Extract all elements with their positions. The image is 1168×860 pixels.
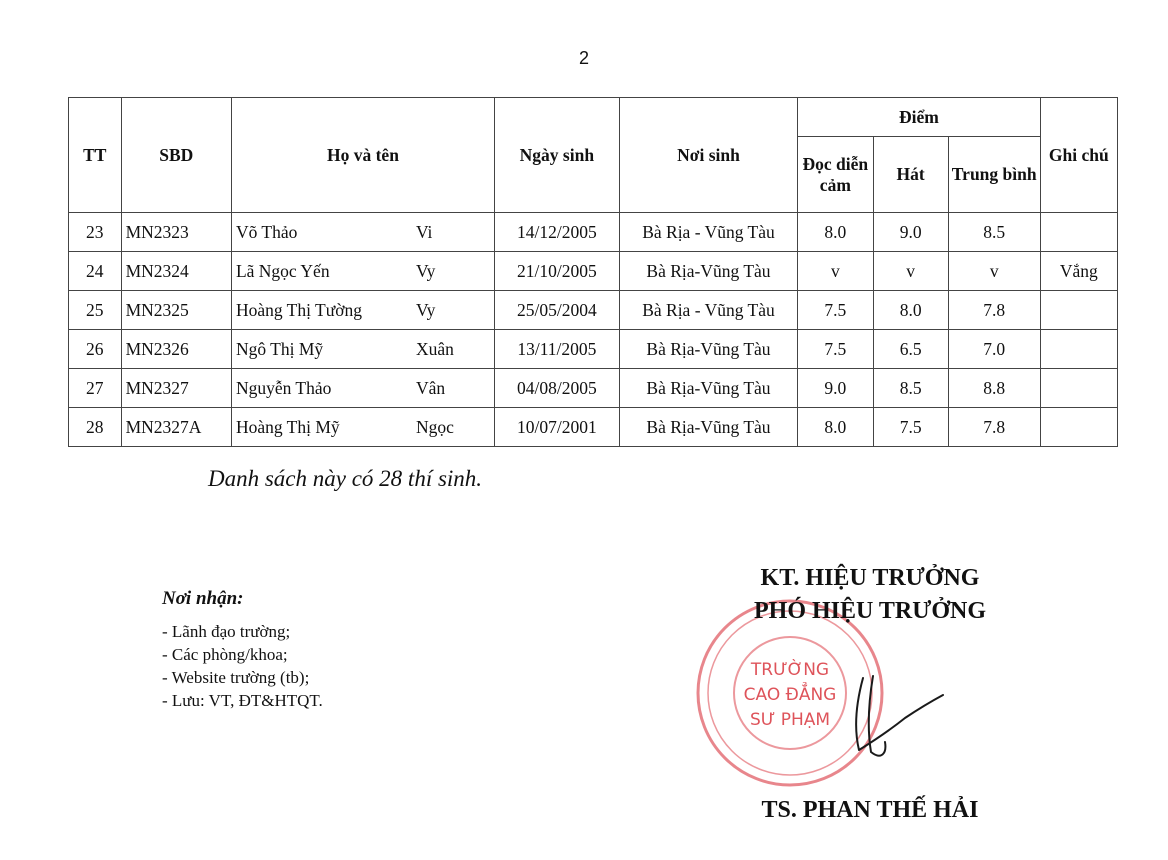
row-note [1040, 330, 1117, 369]
row-score-singing: 8.0 [873, 291, 948, 330]
row-note [1040, 213, 1117, 252]
row-last-name: Hoàng Thị Tường [235, 299, 362, 320]
row-score-reading: 9.0 [798, 369, 873, 408]
row-name [231, 291, 494, 330]
row-sbd: MN2325 [121, 291, 231, 330]
seal-line-2: CAO ĐẲNG [743, 685, 837, 705]
page-number: 2 [578, 48, 589, 68]
row-score-singing: 6.5 [873, 330, 948, 369]
row-name [231, 213, 494, 252]
row-last-name: Hoàng Thị Mỹ [235, 416, 340, 437]
row-tt: 24 [69, 252, 122, 291]
row-note: Vắng [1040, 252, 1117, 291]
row-last-name: Nguyễn Thảo [235, 377, 332, 398]
row-sbd: MN2326 [121, 330, 231, 369]
row-score-average: 7.8 [948, 408, 1040, 447]
row-name [231, 408, 494, 447]
header-score-singing: Hát [873, 137, 948, 213]
row-score-average: 8.5 [948, 213, 1040, 252]
table-row [69, 330, 1118, 369]
row-dob: 10/07/2001 [494, 408, 619, 447]
recipient-item: - Lãnh đạo trường; [162, 622, 291, 641]
row-score-reading: 8.0 [798, 213, 873, 252]
table-row [69, 252, 1118, 291]
row-first-name: Vy [415, 299, 436, 320]
row-score-reading: 7.5 [798, 330, 873, 369]
signature-block [700, 565, 1040, 835]
row-dob: 14/12/2005 [494, 213, 619, 252]
row-first-name: Ngọc [415, 416, 454, 437]
row-last-name: Lã Ngọc Yến [235, 260, 330, 281]
recipient-item: - Các phòng/khoa; [162, 645, 288, 664]
row-score-average: 7.0 [948, 330, 1040, 369]
row-place: Bà Rịa-Vũng Tàu [619, 369, 797, 408]
row-note [1040, 291, 1117, 330]
row-place: Bà Rịa - Vũng Tàu [619, 213, 797, 252]
row-first-name: Vy [415, 260, 436, 281]
table-row [69, 408, 1118, 447]
score-table [68, 97, 1118, 447]
row-name [231, 252, 494, 291]
row-last-name: Võ Thảo [235, 221, 298, 242]
row-score-average: v [948, 252, 1040, 291]
row-name [231, 369, 494, 408]
row-sbd: MN2327A [121, 408, 231, 447]
recipient-item: - Website trường (tb); [162, 668, 310, 687]
row-score-singing: 8.5 [873, 369, 948, 408]
row-last-name: Ngô Thị Mỹ [235, 338, 324, 359]
row-sbd: MN2327 [121, 369, 231, 408]
table-row [69, 291, 1118, 330]
header-score-average: Trung bình [948, 137, 1040, 213]
row-dob: 25/05/2004 [494, 291, 619, 330]
header-place: Nơi sinh [619, 98, 797, 213]
row-place: Bà Rịa-Vũng Tàu [619, 408, 797, 447]
row-score-singing: v [873, 252, 948, 291]
row-tt: 23 [69, 213, 122, 252]
signature-title-2: PHÓ HIỆU TRƯỞNG [753, 598, 987, 624]
header-sbd: SBD [121, 98, 231, 213]
header-name: Họ và tên [231, 98, 494, 213]
row-score-reading: 7.5 [798, 291, 873, 330]
table-row [69, 369, 1118, 408]
row-sbd: MN2323 [121, 213, 231, 252]
row-tt: 26 [69, 330, 122, 369]
row-first-name: Xuân [415, 338, 454, 359]
table-row [69, 213, 1118, 252]
row-first-name: Vân [415, 377, 446, 398]
recipients-block [162, 588, 323, 712]
row-note [1040, 408, 1117, 447]
header-score-group: Điểm [798, 98, 1040, 137]
row-score-average: 8.8 [948, 369, 1040, 408]
row-first-name: Vi [415, 221, 433, 242]
row-tt: 25 [69, 291, 122, 330]
row-tt: 28 [69, 408, 122, 447]
seal-line-3: SƯ PHẠM [749, 710, 831, 730]
row-place: Bà Rịa-Vũng Tàu [619, 330, 797, 369]
row-score-reading: 8.0 [798, 408, 873, 447]
row-dob: 13/11/2005 [494, 330, 619, 369]
row-score-singing: 7.5 [873, 408, 948, 447]
header-note: Ghi chú [1040, 98, 1117, 213]
row-sbd: MN2324 [121, 252, 231, 291]
signer-name: TS. PHAN THẾ HẢI [761, 797, 979, 823]
summary-line: Danh sách này có 28 thí sinh. [208, 466, 483, 491]
row-dob: 04/08/2005 [494, 369, 619, 408]
table-header-row [69, 98, 1118, 137]
header-dob: Ngày sinh [494, 98, 619, 213]
row-score-reading: v [798, 252, 873, 291]
row-name [231, 330, 494, 369]
header-score-reading: Đọc diễn cảm [798, 137, 873, 213]
signature-title-1: KT. HIỆU TRƯỞNG [760, 565, 980, 591]
recipients-title: Nơi nhận: [162, 588, 244, 609]
row-score-singing: 9.0 [873, 213, 948, 252]
seal-line-1: TRƯỜNG [750, 660, 830, 680]
row-place: Bà Rịa - Vũng Tàu [619, 291, 797, 330]
recipient-item: - Lưu: VT, ĐT&HTQT. [162, 691, 323, 710]
row-place: Bà Rịa-Vũng Tàu [619, 252, 797, 291]
row-dob: 21/10/2005 [494, 252, 619, 291]
row-tt: 27 [69, 369, 122, 408]
row-score-average: 7.8 [948, 291, 1040, 330]
header-tt: TT [69, 98, 122, 213]
handwritten-signature [835, 670, 945, 765]
row-note [1040, 369, 1117, 408]
